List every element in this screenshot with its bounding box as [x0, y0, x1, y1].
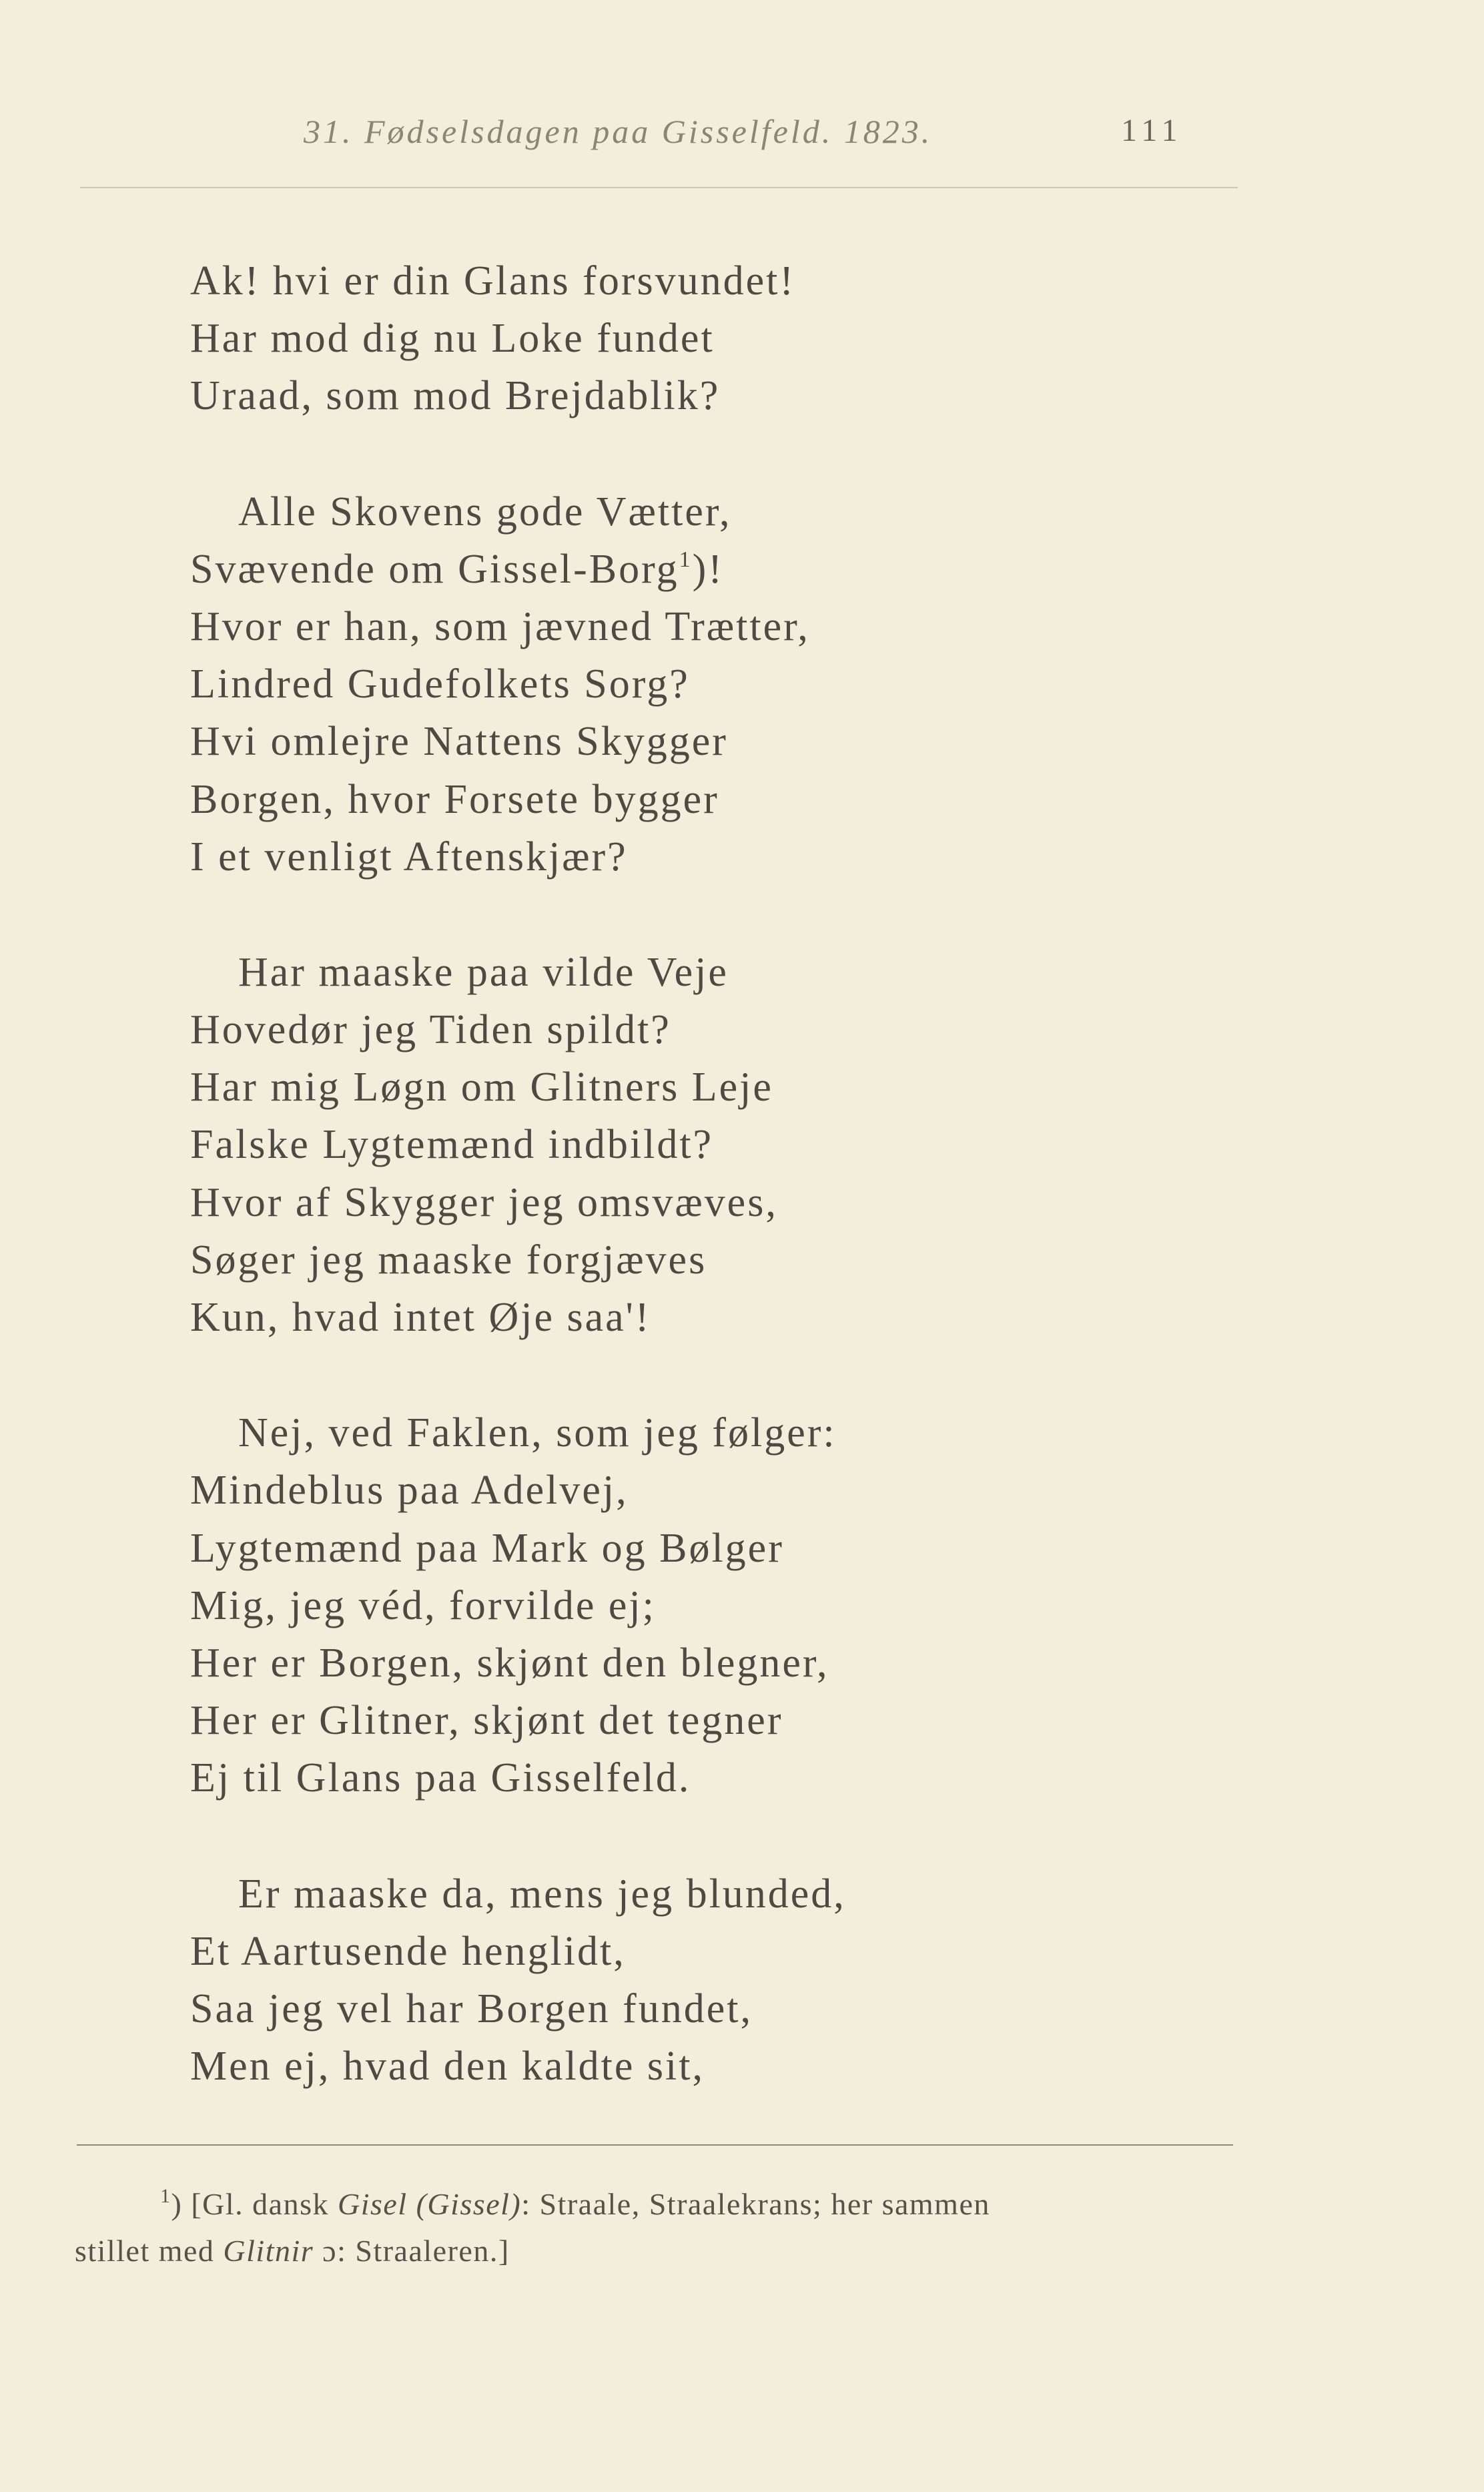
- footnote-marker: 1: [160, 2185, 171, 2207]
- poem-line: Et Aartusende henglidt,: [190, 1928, 626, 1974]
- stanza-5: [190, 1865, 1271, 2096]
- poem-line: Søger jeg maaske forgjæves: [190, 1237, 707, 1283]
- stanza-3: [190, 944, 1271, 1346]
- footnote-line-1: [75, 2181, 1242, 2228]
- poem-line: Har mod dig nu Loke fundet: [190, 316, 715, 362]
- poem-line: Hovedør jeg Tiden spildt?: [190, 1007, 671, 1053]
- footnote-text: : Straale, Straalekrans; her sammen: [521, 2187, 990, 2221]
- poem-line: Mig, jeg véd, forvilde ej;: [190, 1582, 656, 1628]
- poem-line: Har maaske paa vilde Veje: [238, 949, 729, 995]
- poem-line: [190, 541, 1271, 598]
- poem: [190, 252, 1271, 2095]
- line-end: )!: [692, 546, 724, 592]
- poem-line: Lindred Gudefolkets Sorg?: [190, 661, 690, 707]
- poem-line: Mindeblus paa Adelvej,: [190, 1468, 629, 1514]
- poem-line: Alle Skovens gode Vætter,: [238, 489, 732, 535]
- footnote-term: Gisel: [337, 2187, 408, 2221]
- poem-line: Hvor er han, som jævned Trætter,: [190, 603, 810, 649]
- poem-line: Falske Lygtemænd indbildt?: [190, 1122, 714, 1168]
- page-number: 111: [1121, 113, 1183, 148]
- line-text: Svævende om Gissel-Borg: [190, 546, 679, 592]
- stanza-2: [190, 483, 1271, 886]
- header-rule: [80, 187, 1238, 188]
- footnote-rule: [77, 2144, 1233, 2146]
- poem-line: Lygtemænd paa Mark og Bølger: [190, 1525, 784, 1571]
- footnote-term-variant: (Gissel): [416, 2187, 522, 2221]
- footnote-text: stillet med: [75, 2234, 215, 2268]
- poem-line: Hvi omlejre Nattens Skygger: [190, 719, 728, 765]
- poem-line: Her er Borgen, skjønt den blegner,: [190, 1640, 829, 1686]
- footnote-text: ɔ: Straaleren.]: [322, 2234, 510, 2268]
- footnote-term: Glitnir: [223, 2234, 314, 2268]
- poem-line: Saa jeg vel har Borgen fundet,: [190, 1985, 753, 2032]
- footnote-line-2: [75, 2228, 1242, 2274]
- stanza-4: [190, 1404, 1271, 1807]
- poem-line: Men ej, hvad den kaldte sit,: [190, 2044, 705, 2090]
- stanza-1: [190, 252, 1271, 425]
- poem-line: Ej til Glans paa Gisselfeld.: [190, 1755, 691, 1801]
- running-title: 31. Fødselsdagen paa Gisselfeld. 1823.: [304, 113, 933, 150]
- footnote-ref[interactable]: 1: [679, 547, 693, 572]
- footnote: [75, 2181, 1242, 2274]
- poem-line: Nej, ved Faklen, som jeg følger:: [238, 1410, 837, 1456]
- footnote-paren: ): [171, 2187, 183, 2221]
- poem-line: Har mig Løgn om Glitners Leje: [190, 1064, 773, 1111]
- poem-line: I et venligt Aftenskjær?: [190, 834, 628, 880]
- poem-line: Borgen, hvor Forsete bygger: [190, 776, 719, 822]
- poem-line: Er maaske da, mens jeg blunded,: [238, 1871, 846, 1917]
- poem-line: Uraad, som mod Brejdablik?: [190, 373, 721, 419]
- poem-line: Kun, hvad intet Øje saa'!: [190, 1295, 651, 1340]
- poem-line: Hvor af Skygger jeg omsvæves,: [190, 1179, 778, 1225]
- poem-line: Ak! hvi er din Glans forsvundet!: [190, 258, 795, 304]
- running-header: [0, 112, 1484, 166]
- footnote-open: [Gl. dansk: [191, 2187, 329, 2221]
- poem-line: Her er Glitner, skjønt det tegner: [190, 1698, 783, 1744]
